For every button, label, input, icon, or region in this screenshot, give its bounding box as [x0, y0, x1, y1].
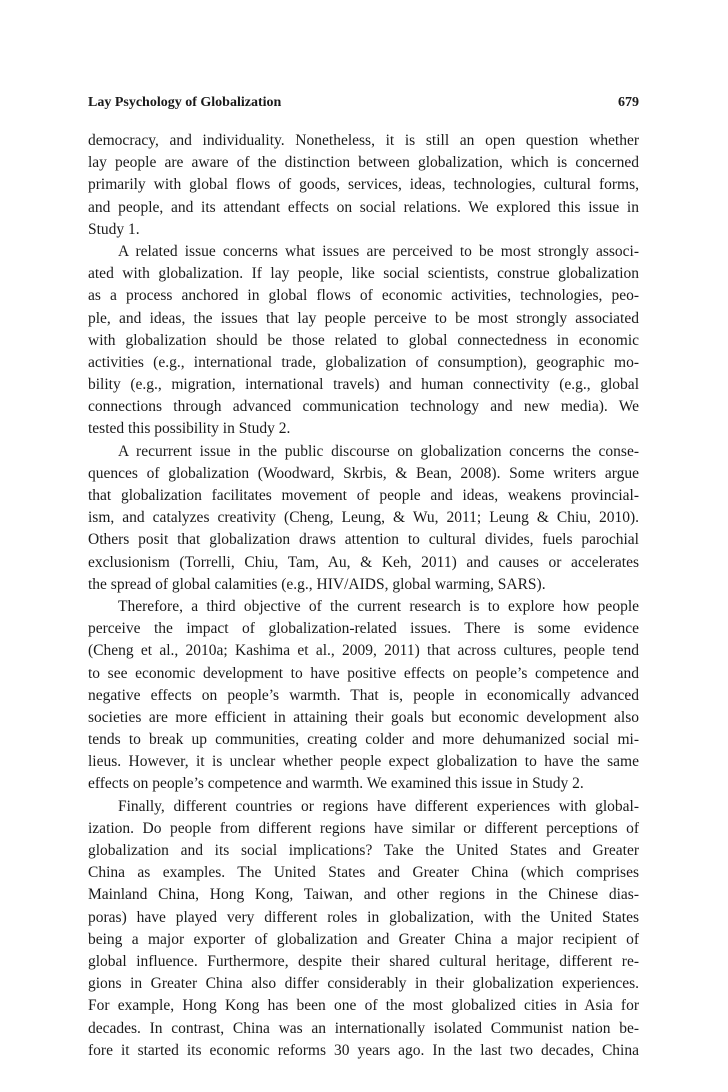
running-header — [88, 95, 639, 115]
paragraph — [88, 441, 639, 596]
text-line: exclusionism (Torrelli, Chiu, Tam, Au, & Keh, 2011) and causes or accelerates — [88, 553, 639, 571]
paragraph — [88, 596, 639, 796]
text-line: perceive the impact of globalization-related issues. There is some evidence — [88, 620, 639, 638]
text-line: Others posit that globalization draws attention to cultural divides, fuels parochial — [88, 531, 639, 549]
text-line: with globalization should be those related to global connectedness in economic — [88, 331, 639, 349]
text-line: (Cheng et al., 2010a; Kashima et al., 2009, 2011) that across cultures, people tend — [88, 642, 639, 660]
text-line: For example, Hong Kong has been one of the most globalized cities in Asia for — [88, 997, 639, 1015]
text-line: to see economic development to have positive effects on people’s competence and — [88, 664, 639, 682]
text-line: tested this possibility in Study 2. — [88, 420, 291, 438]
text-line: China as examples. The United States and Greater China (which comprises — [88, 864, 639, 882]
text-line: as a process anchored in global flows of economic activities, technologies, peo- — [88, 287, 639, 305]
text-line: lieus. However, it is unclear whether people expect globalization to have the same — [88, 753, 639, 771]
text-line: A recurrent issue in the public discourse on globalization concerns the conse- — [118, 442, 639, 460]
text-line: fore it started its economic reforms 30 years ago. In the last two decades, China — [88, 1041, 639, 1059]
text-line: ple, and ideas, the issues that lay people perceive to be most strongly associated — [88, 309, 639, 327]
body-text — [88, 130, 639, 1062]
text-line: effects on people’s competence and warmth. We examined this issue in Study 2. — [88, 775, 584, 793]
text-line: Mainland China, Hong Kong, Taiwan, and other regions in the Chinese dias- — [88, 886, 639, 904]
paragraph — [88, 241, 639, 441]
text-line: poras) have played very different roles in globalization, with the United States — [88, 908, 639, 926]
text-line: ated with globalization. If lay people, like social scientists, construe globalization — [88, 265, 639, 283]
text-line: being a major exporter of globalization and Greater China a major recipient of — [88, 930, 639, 948]
text-line: ism, and catalyzes creativity (Cheng, Leung, & Wu, 2011; Leung & Chiu, 2010). — [88, 509, 639, 527]
paragraph — [88, 130, 639, 241]
text-line: bility (e.g., migration, international travels) and human connectivity (e.g., global — [88, 376, 639, 394]
text-line: global influence. Furthermore, despite their shared cultural heritage, different re- — [88, 952, 639, 970]
text-line: that globalization facilitates movement of people and ideas, weakens provincial- — [88, 487, 639, 504]
text-line: Therefore, a third objective of the current research is to explore how people — [118, 597, 639, 615]
text-line: A related issue concerns what issues are perceived to be most strongly associ- — [118, 242, 639, 260]
running-title: Lay Psychology of Globalization — [88, 95, 282, 110]
text-line: the spread of global calamities (e.g., HIV/AIDS, global warming, SARS). — [88, 575, 546, 593]
text-line: globalization and its social implications? Take the United States and Greater — [88, 842, 639, 859]
page-number: 679 — [618, 95, 639, 110]
text-line: gions in Greater China also differ considerably in their globalization experiences. — [88, 975, 639, 993]
text-line: decades. In contrast, China was an internationally isolated Communist nation be- — [88, 1019, 639, 1037]
text-line: quences of globalization (Woodward, Skrbis, & Bean, 2008). Some writers argue — [88, 464, 639, 482]
text-line: negative effects on people’s warmth. That is, people in economically advanced — [88, 686, 639, 704]
text-line: Study 1. — [88, 220, 140, 238]
text-line: ization. Do people from different regions have similar or different perceptions of — [88, 819, 639, 837]
paragraph — [88, 796, 639, 1062]
text-line: and people, and its attendant effects on social relations. We explored this issue in — [88, 198, 639, 216]
text-line: lay people are aware of the distinction between globalization, which is concerned — [88, 154, 639, 172]
text-line: tends to break up communities, creating colder and more dehumanized social mi- — [88, 731, 639, 749]
text-line: activities (e.g., international trade, globalization of consumption), geographic mo- — [88, 353, 639, 371]
text-line: societies are more efficient in attaining their goals but economic development also — [88, 708, 639, 726]
text-line: primarily with global flows of goods, services, ideas, technologies, cultural forms, — [88, 176, 639, 194]
text-line: Finally, different countries or regions have different experiences with global- — [118, 797, 639, 815]
text-line: connections through advanced communication technology and new media). We — [88, 398, 639, 416]
text-line: democracy, and individuality. Nonetheless, it is still an open question whether — [88, 132, 639, 149]
